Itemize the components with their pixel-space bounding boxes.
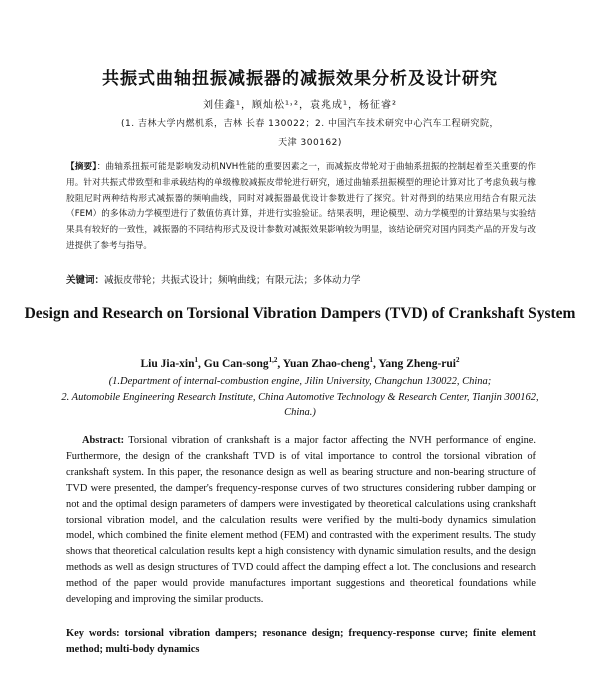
en-affiliation-line-2: 2. Automobile Engineering Research Institute, China Automotive Technology & Research Center, Tianjin 300162, China.) [61, 391, 539, 418]
author-affil-mark: 1 [369, 356, 374, 364]
cn-abstract-text: ：曲轴系扭振可能是影响发动机NVH性能的重要因素之一，而减振皮带轮对于曲轴系扭振的控制起着至关重要的作用。针对共振式带致型和非承载结构的单级橡胶减振皮带轮进行研究，通过曲轴系扭振模型的理论计算对比了考虑负载与橡胶阻尼时两种结构形式减振器的频响曲线，同时对减振器最优设计参数进行了探究。针对得到的结果应用结合有限元法（FEM）的多体动力学模型进行了数值仿真计算，并进行实验验证。结果表明，理论模型、动力学模型的计算结果与实验结果具有较好的一致性，减振器的不同结构形式及设计参数对减振效果影响较为明显，该结论研究对国内同类产品的开发与改进提供了参考与指导。 [66, 162, 536, 251]
en-keywords-text: torsional vibration dampers; resonance design; frequency-response curve; finite element method; multi-body dynamics [66, 628, 536, 655]
cn-title: 共振式曲轴扭振减振器的减振效果分析及设计研究 [102, 69, 498, 89]
cn-affiliation: (1. 吉林大学内燃机系，吉林 长春 130022；2. 中国汽车技术研究中心汽车工程研究院，天津 300162) [121, 119, 499, 148]
en-abstract-label: Abstract: [82, 435, 125, 446]
author-affil-mark: 1 [194, 356, 198, 364]
cn-keywords [66, 272, 536, 286]
cn-keywords-text: 减振皮带轮；共振式设计；频响曲线；有限元法；多体动力学 [104, 275, 361, 286]
en-keywords-label: Key words: [66, 628, 120, 639]
en-title: Design and Research on Torsional Vibration Dampers (TVD) of Crankshaft System [24, 305, 576, 322]
author-name: Yuan Zhao-cheng [282, 357, 370, 370]
author-name: Liu Jia-xin [140, 357, 195, 370]
author-affil-mark: 1,2 [268, 356, 278, 364]
en-abstract-text: Torsional vibration of crankshaft is a major factor affecting the NVH performance of engine. Furthermore, the design of the crankshaft TVD is of vital importance to control the torsional vibration of crankshaft system. In this paper, the resonance design as well as bearing structure and non-bearing structure of TVD were presented, the damper's frequency-response curves of two structures considering rubber damping or not and the optimal design parameters of dampers were investigated by theoretical calculations using crankshaft torsional vibration model, and the calculation results were verified by the multi-body dynamics simulation model, which combined the finite element method (FEM) and contrasted with the experiment results. The study shows that theoretical calculation results kept a high consistency with dynamic simulation results, and the design methods as well as design structures of TVD could affect the damping effect a lot. The conclusions and research method of the paper would provide manufactures important suggestions and theoretical foundations while developing and improving the similar products. [66, 435, 536, 606]
cn-authors: 刘佳鑫¹，顾灿松¹˒²，袁兆成¹，杨征睿² [202, 100, 398, 111]
en-affiliation-line-1: (1.Department of internal-combustion engine, Jilin University, Changchun 130022, China; [108, 376, 492, 387]
cn-abstract [66, 160, 536, 255]
author-affil-mark: 2 [456, 356, 460, 364]
en-keywords [66, 626, 536, 658]
en-affiliation [60, 374, 540, 421]
author-name: Yang Zheng-rui [378, 357, 456, 370]
cn-abstract-label: 【摘要】 [66, 162, 97, 172]
cn-keywords-label: 关键词： [66, 275, 105, 286]
en-authors: Liu Jia-xin$^1$, Gu Can-song$^{1,2}$, Yuan Zhao-cheng$^1$, Yang Zheng-rui$^2$ [140, 356, 460, 370]
en-abstract [66, 433, 536, 608]
author-name: Gu Can-song [203, 357, 269, 370]
